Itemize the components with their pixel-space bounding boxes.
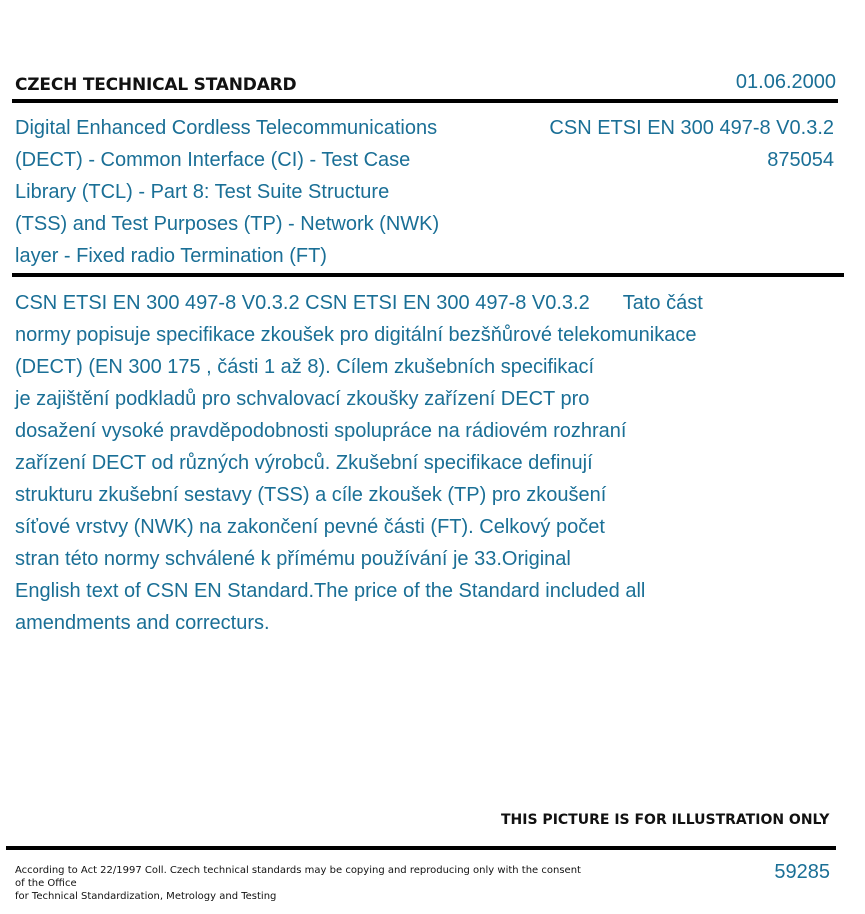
legal-notice: [15, 864, 585, 903]
illustration-disclaimer: THIS PICTURE IS FOR ILLUSTRATION ONLY: [501, 812, 830, 828]
title-divider: [12, 273, 844, 277]
standard-title-line: Digital Enhanced Cordless Telecommunications: [15, 117, 438, 139]
standard-title-line: (TSS) and Test Purposes (TP) - Network (NWK): [15, 213, 440, 235]
abstract-line: (DECT) (EN 300 175 , části 1 až 8). Cílem zkušebních specifikací: [15, 356, 595, 378]
abstract-line: English text of CSN EN Standard.The price of the Standard included all: [15, 580, 646, 602]
publication-date: 01.06.2000: [735, 71, 836, 93]
standard-title: [15, 112, 485, 272]
abstract-line: normy popisuje specifikace zkoušek pro digitální bezšňůrové telekomunikace: [15, 324, 697, 346]
document-id: 59285: [774, 861, 830, 883]
document-type-heading: CZECH TECHNICAL STANDARD: [15, 75, 297, 95]
abstract-line: síťové vrstvy (NWK) na zakončení pevné části (FT). Celkový počet: [15, 516, 605, 538]
abstract-line: je zajištění podkladů pro schvalovací zkoušky zařízení DECT pro: [15, 388, 590, 410]
standard-title-line: layer - Fixed radio Termination (FT): [15, 245, 327, 267]
footer-divider: [6, 846, 836, 850]
abstract-line: amendments and correcturs.: [15, 612, 270, 634]
abstract-line: stran této normy schválené k přímému používání je 33.Original: [15, 548, 571, 570]
standard-number: CSN ETSI EN 300 497-8 V0.3.2: [549, 117, 834, 139]
header-divider: [12, 99, 838, 103]
abstract-line: CSN ETSI EN 300 497-8 V0.3.2 CSN ETSI EN 300 497-8 V0.3.2 Tato část: [15, 292, 703, 314]
catalog-number: 875054: [767, 149, 834, 171]
standard-title-line: (DECT) - Common Interface (CI) - Test Case: [15, 149, 411, 171]
legal-notice-line: According to Act 22/1997 Coll. Czech technical standards may be copying and reproducing only with the consent of the Office: [15, 865, 581, 889]
legal-notice-line: for Technical Standardization, Metrology and Testing: [15, 891, 277, 902]
standard-identifier: [549, 112, 834, 176]
abstract-line: strukturu zkušební sestavy (TSS) a cíle zkoušek (TP) pro zkoušení: [15, 484, 607, 506]
abstract-text: [15, 287, 760, 639]
abstract-line: dosažení vysoké pravděpodobnosti spolupráce na rádiovém rozhraní: [15, 420, 627, 442]
abstract-line: zařízení DECT od různých výrobců. Zkušební specifikace definují: [15, 452, 593, 474]
standard-title-line: Library (TCL) - Part 8: Test Suite Structure: [15, 181, 390, 203]
